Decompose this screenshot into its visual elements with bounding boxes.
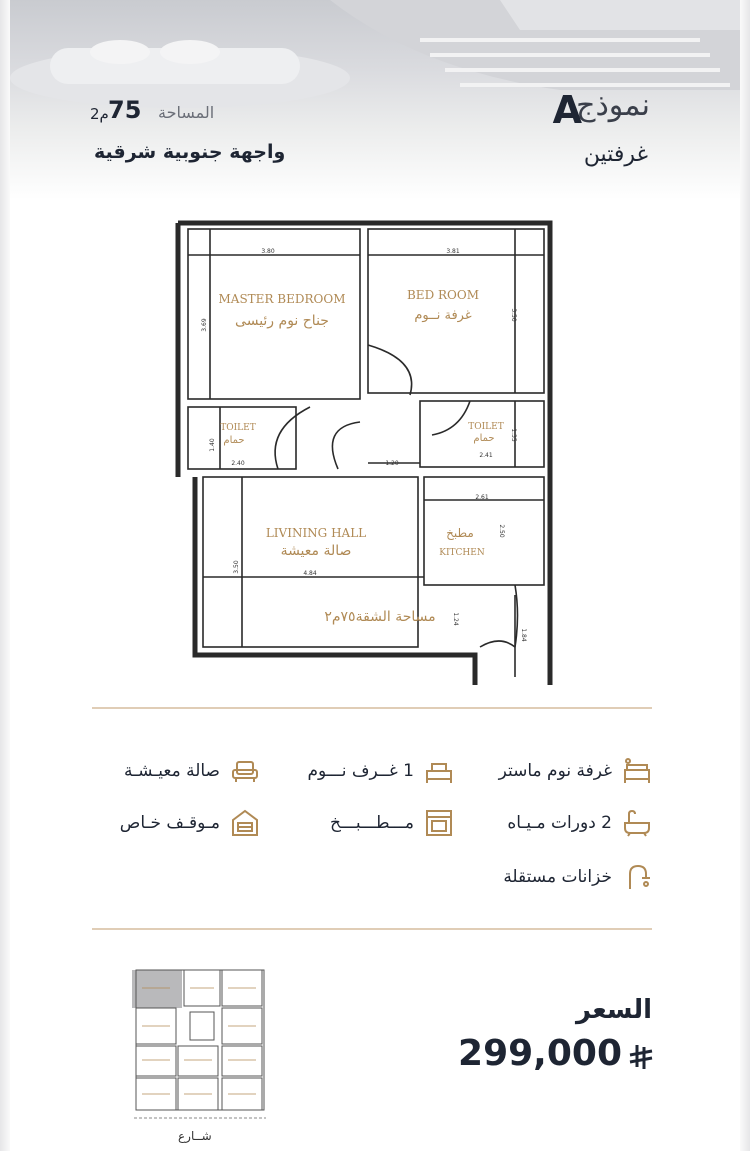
armchair-icon — [230, 756, 260, 786]
dim-text: 3.50 — [233, 560, 240, 574]
master-bedroom-label-en: MASTER BEDROOM — [218, 292, 346, 306]
dim-text: 2.41 — [479, 452, 493, 459]
water-tap-icon — [622, 862, 652, 892]
feature-living — [124, 756, 260, 786]
toilet-left-label-en: TOILET — [220, 423, 256, 433]
feature-bedroom — [308, 756, 454, 786]
toilet-right-label-ar: حمام — [473, 433, 495, 444]
toilet-left-label-ar: حمام — [223, 435, 245, 446]
dim-text: 1.20 — [385, 460, 399, 467]
bedroom-label-en: BED ROOM — [406, 288, 480, 302]
rooms-subtitle: غرفتين — [583, 142, 648, 167]
price-value: 299,000 — [458, 1033, 622, 1074]
site-plan-image — [130, 968, 270, 1128]
feature-bedroom-label: 1 غــرف نـــوم — [307, 761, 414, 781]
bed-icon — [424, 756, 454, 786]
apartment-area-label: مساحة الشقة٧٥م٢ — [324, 609, 436, 625]
dim-text: 3.80 — [261, 248, 275, 255]
area-value: 75 — [108, 96, 142, 124]
dim-text: 3.81 — [446, 248, 460, 255]
floor-plan — [170, 215, 560, 685]
bathtub-icon — [622, 808, 652, 838]
dim-text: 1.35 — [510, 428, 517, 442]
master-bedroom-label-ar: جناح نوم رئيسى — [235, 313, 329, 329]
model-word: نموذج — [576, 88, 650, 123]
dim-text: 1.84 — [520, 628, 527, 642]
feature-kitchen — [330, 808, 454, 838]
area-unit: م2 — [90, 105, 109, 123]
feature-tanks-label: خزانات مستقلة — [503, 867, 612, 887]
riyal-symbol-svg — [628, 1043, 654, 1073]
dim-text: 1.40 — [209, 438, 216, 452]
bedroom-label-ar: غرفة نــوم — [414, 308, 472, 323]
master-bed-icon — [622, 756, 652, 786]
living-hall-label-ar: صالة معيشة — [280, 543, 352, 559]
street-label: شــارع — [178, 1129, 212, 1143]
facade-orientation: واجهة جنوبية شرقية — [94, 141, 286, 163]
feature-master-label: غرفة نوم ماستر — [498, 761, 612, 781]
living-hall-label-en: LIVINING HALL — [265, 526, 367, 540]
price-label: السعر — [576, 995, 652, 1025]
dim-text: 1.24 — [452, 612, 459, 626]
divider-bottom — [92, 928, 652, 930]
dim-text: 4.84 — [303, 570, 317, 577]
dim-text: 3.50 — [510, 308, 517, 322]
left-edge-shade — [0, 0, 10, 1151]
feature-parking — [120, 808, 260, 838]
right-edge-shade — [740, 0, 750, 1151]
feature-kitchen-label: مـــطـــبـــخ — [330, 813, 414, 833]
garage-icon — [230, 808, 260, 838]
dim-text: 2.61 — [475, 494, 489, 501]
model-letter: A — [552, 88, 582, 132]
kitchen-label-en: KITCHEN — [439, 548, 485, 558]
dim-text: 2.40 — [231, 460, 245, 467]
feature-tanks — [503, 862, 652, 892]
riyal-currency-icon — [628, 1043, 654, 1080]
dim-text: 3.69 — [201, 318, 208, 332]
toilet-right-label-en: TOILET — [468, 422, 504, 432]
feature-master-bedroom — [499, 756, 652, 786]
dim-text: 2.50 — [498, 524, 505, 538]
kitchen-label-ar: مطبخ — [446, 526, 474, 540]
feature-bathrooms — [507, 808, 652, 838]
area-label: المساحة — [158, 103, 215, 122]
feature-parking-label: مـوقـف خـاص — [119, 813, 220, 833]
feature-living-label: صالة معيـشـة — [124, 761, 220, 781]
feature-bathrooms-label: 2 دورات مـيـاه — [507, 813, 612, 833]
divider-top — [92, 707, 652, 709]
oven-icon — [424, 808, 454, 838]
